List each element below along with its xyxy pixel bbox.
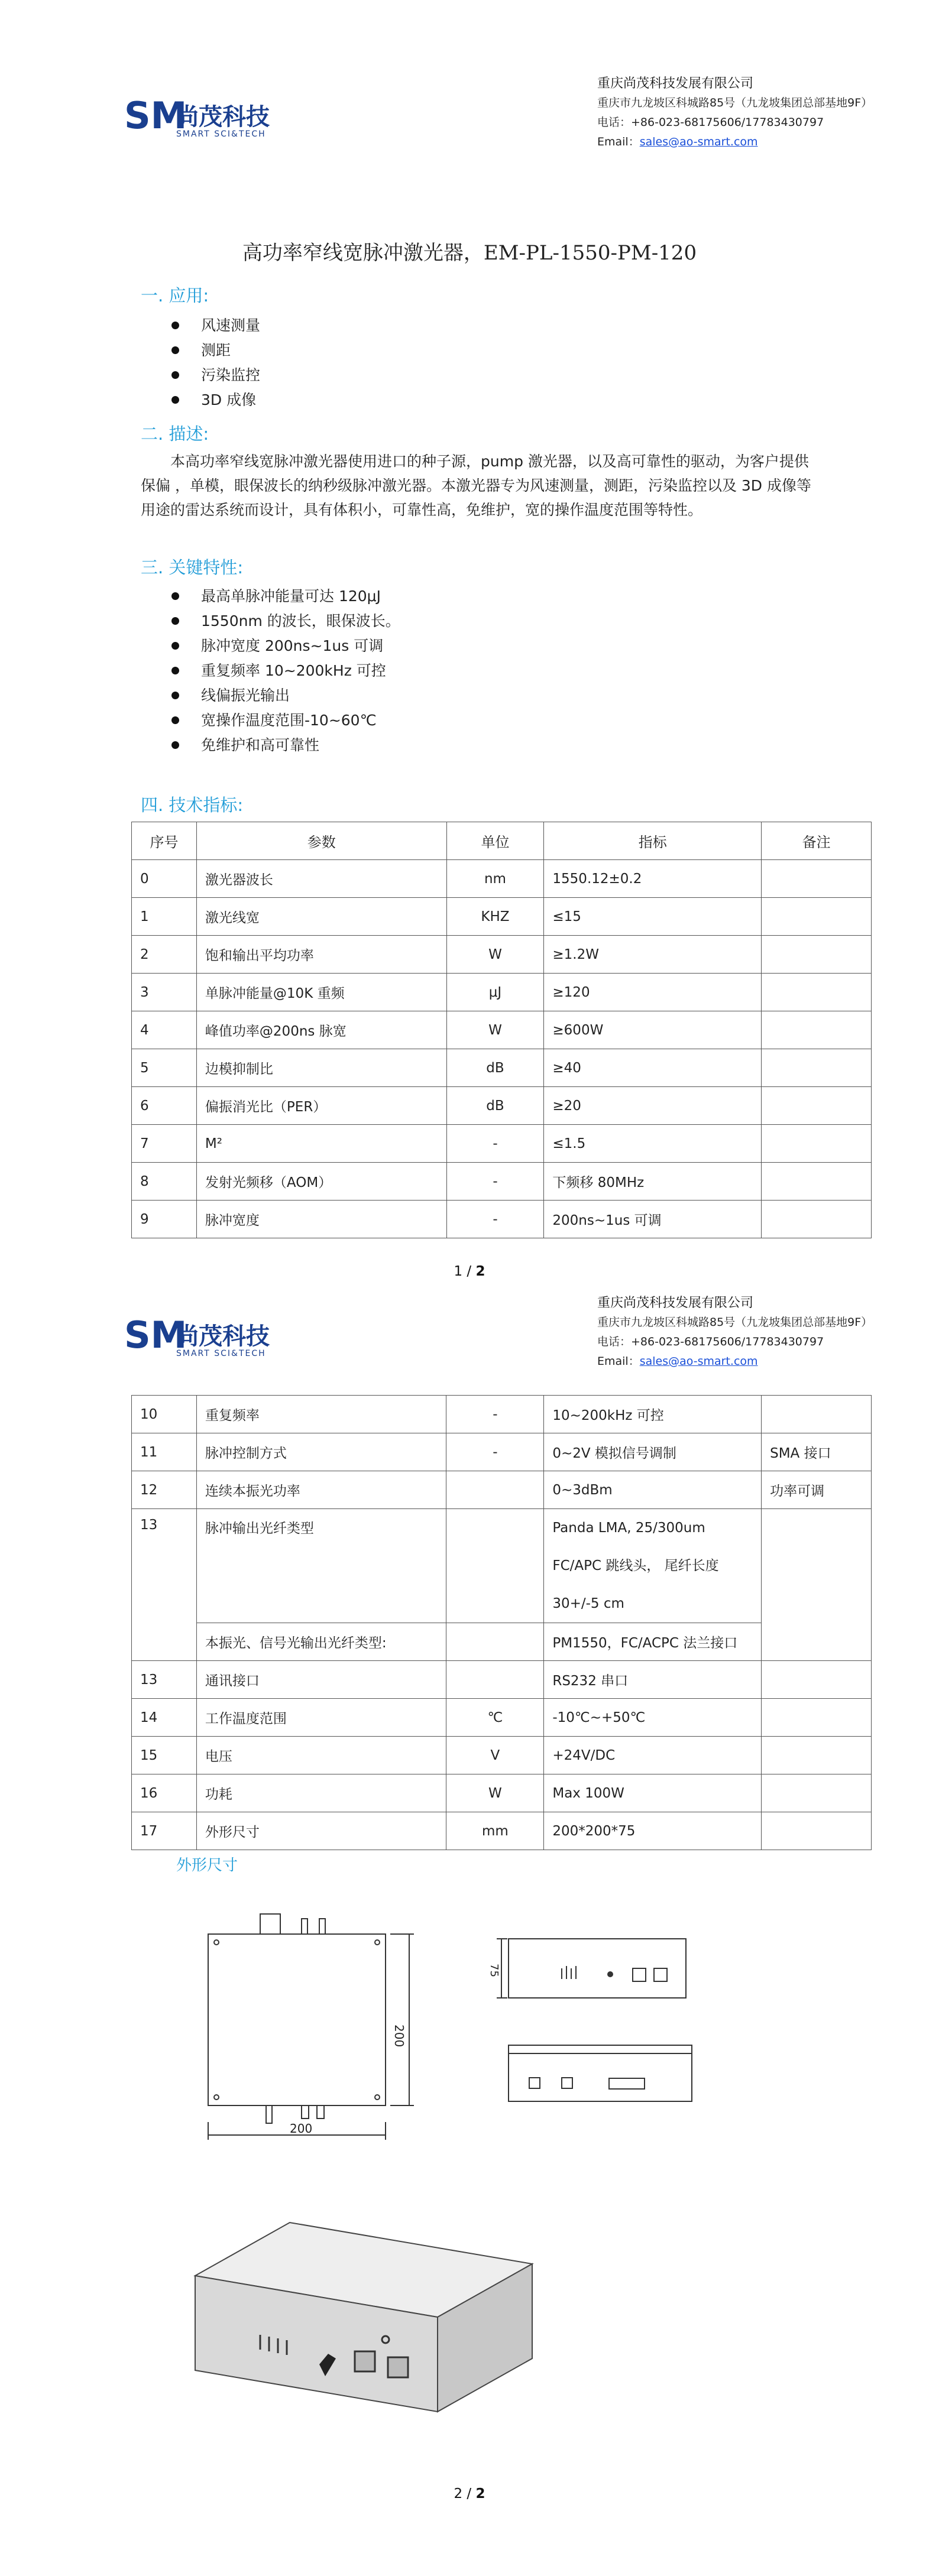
cell-indicator: RS232 串口 [544,1661,762,1699]
cell-indicator: +24V/DC [544,1737,762,1774]
cell-indicator: 200ns~1us 可调 [544,1201,762,1238]
cell-param: 发射光频移（AOM） [196,1163,446,1201]
cell-no: 15 [132,1737,197,1774]
features-list [171,584,400,758]
cell-indicator: 1550.12±0.2 [544,860,762,898]
contact-block [597,74,872,152]
dimensions-caption: 外形尺寸 [176,1857,238,1874]
table-row [132,1812,872,1850]
cell-no: 10 [132,1396,197,1433]
cell-indicator: ≤1.5 [544,1125,762,1163]
company-name: 重庆尚茂科技发展有限公司 [597,76,754,91]
cell-unit [446,1471,544,1509]
cell-indicator [544,1509,762,1623]
company-address: 重庆市九龙坡区科城路85号（九龙坡集团总部基地9F） [597,1316,873,1329]
table-row [132,1049,872,1087]
cell-indicator: ≥1.2W [544,936,762,974]
isometric-drawing [177,2199,556,2447]
table-row [132,1661,872,1699]
cell-note [762,1774,872,1812]
cell-no: 7 [132,1125,197,1163]
page-number-1: 1 / 2 [454,1264,485,1279]
cell-no: 9 [132,1201,197,1238]
cell-note [762,1087,872,1125]
table-row [132,1699,872,1737]
cell-unit [446,1509,544,1623]
applications-list [171,313,260,413]
table-row [132,1011,872,1049]
cell-indicator: ≤15 [544,898,762,936]
table-row [132,1623,872,1661]
spec-table-page1 [131,822,872,1238]
cell-note [762,1163,872,1201]
cell-unit: W [446,1774,544,1812]
cell-no: 13 [132,1509,197,1661]
cell-indicator: 0~3dBm [544,1471,762,1509]
cell-param: 峰值功率@200ns 脉宽 [196,1011,446,1049]
cell-param: 通讯接口 [196,1661,446,1699]
list-item: 最高单脉冲能量可达 120μJ [171,584,400,609]
section-features-title: 三. 关键特性: [141,557,244,578]
cell-indicator: ≥40 [544,1049,762,1087]
cell-indicator: 200*200*75 [544,1812,762,1850]
cell-param: 脉冲宽度 [196,1201,446,1238]
bottom-connector [317,2105,324,2118]
cell-unit: - [446,1396,544,1433]
cell-note: 功率可调 [762,1471,872,1509]
list-item: 3D 成像 [171,388,260,413]
list-item: 测距 [171,338,260,363]
table-row [132,1471,872,1509]
description-paragraph: 本高功率窄线宽脉冲激光器使用进口的种子源，pump 激光器，以及高可靠性的驱动，为客户提供保偏 ，单模，眼保波长的纳秒级脉冲激光器。本激光器专为风速测量，测距，污染监控以及 3D 成像等用途的雷达系统而设计，具有体积小，可靠性高，免维护，宽的操作温度范围等特性。 [141,453,812,518]
cell-param: 电压 [196,1737,446,1774]
cell-no: 2 [132,936,197,974]
cell-param: 激光线宽 [196,898,446,936]
cell-unit: - [446,1163,544,1201]
cell-param: 重复频率 [196,1396,446,1433]
cell-unit: mm [446,1812,544,1850]
cell-param: 饱和输出平均功率 [196,936,446,974]
col-header-note: 备注 [762,822,872,860]
cell-note [762,1509,872,1661]
spec-table-page2 [131,1395,872,1850]
list-item: 风速测量 [171,313,260,338]
table-row [132,1774,872,1812]
page2-header [0,1293,939,1412]
contact-block [597,1293,872,1371]
list-item: 1550nm 的波长，眼保波长。 [171,609,400,634]
cell-unit: - [446,1201,544,1238]
front-view-drawing [473,1927,710,2010]
table-header-row [132,822,872,860]
cell-no: 1 [132,898,197,936]
logo-cn: 尚茂科技 [175,1323,270,1350]
list-item: 脉冲宽度 200ns~1us 可调 [171,634,400,658]
list-item: 免维护和高可靠性 [171,733,400,758]
company-logo [124,98,302,139]
cell-note [762,1812,872,1850]
cell-unit: dB [446,1087,544,1125]
table-row [132,1737,872,1774]
email-link[interactable]: sales@ao-smart.com [639,135,758,148]
top-view-drawing [177,1903,426,2152]
cell-unit: - [446,1125,544,1163]
cell-no: 11 [132,1433,197,1471]
logo-cn: 尚茂科技 [175,103,270,131]
logo-en: SMART SCI&TECH [176,1349,266,1358]
cell-unit: - [446,1433,544,1471]
col-header-param: 参数 [196,822,446,860]
cell-param: 工作温度范围 [196,1699,446,1737]
depth-dimension: 75 [488,1964,500,1977]
height-dimension: 200 [392,2025,406,2048]
cell-note [762,1699,872,1737]
table-row [132,1201,872,1238]
section-spec-title: 四. 技术指标: [141,795,244,815]
table-row [132,1087,872,1125]
cell-no: 16 [132,1774,197,1812]
list-item: 宽操作温度范围-10~60℃ [171,708,400,733]
company-logo [124,1317,302,1358]
table-row [132,1396,872,1433]
top-view-outline [208,1934,386,2105]
cell-param: 本振光、信号光输出光纤类型: [196,1623,446,1661]
cell-indicator: 10~200kHz 可控 [544,1396,762,1433]
document-title: 高功率窄线宽脉冲激光器，EM-PL-1550-PM-120 [242,241,697,265]
list-item: 线偏振光输出 [171,683,400,708]
cell-note [762,860,872,898]
cell-param: 功耗 [196,1774,446,1812]
company-address: 重庆市九龙坡区科城路85号（九龙坡集团总部基地9F） [597,96,873,109]
cell-indicator: Max 100W [544,1774,762,1812]
company-name: 重庆尚茂科技发展有限公司 [597,1296,754,1310]
rear-view-drawing [497,2033,710,2110]
col-header-indicator: 指标 [544,822,762,860]
cell-no: 14 [132,1699,197,1737]
cell-indicator: 0~2V 模拟信号调制 [544,1433,762,1471]
cell-unit: ℃ [446,1699,544,1737]
cell-no: 8 [132,1163,197,1201]
cell-unit [446,1661,544,1699]
cell-no: 13 [132,1661,197,1699]
cell-indicator: ≥120 [544,974,762,1011]
table-row [132,936,872,974]
list-item: 重复频率 10~200kHz 可控 [171,658,400,683]
cell-no: 4 [132,1011,197,1049]
cell-param: 连续本振光功率 [196,1471,446,1509]
cell-indicator: ≥20 [544,1087,762,1125]
col-header-unit: 单位 [446,822,544,860]
cell-note [762,936,872,974]
cell-param: 边模抑制比 [196,1049,446,1087]
table-row [132,1125,872,1163]
cell-unit: dB [446,1049,544,1087]
cell-param: 外形尺寸 [196,1812,446,1850]
cell-param: 脉冲输出光纤类型 [196,1509,446,1623]
section-applications-title: 一. 应用: [141,285,209,306]
bottom-connector [302,2105,309,2118]
cell-no: 12 [132,1471,197,1509]
cell-param: 脉冲控制方式 [196,1433,446,1471]
top-connector [302,1919,307,1934]
company-email-line [597,1352,872,1371]
page-number-2: 2 / 2 [454,2486,485,2502]
cell-note [762,1011,872,1049]
bottom-connector [266,2105,272,2123]
cell-indicator: 下频移 80MHz [544,1163,762,1201]
table-row [132,860,872,898]
top-connector [260,1914,280,1934]
indicator-line: Panda LMA, 25/300um [552,1520,705,1536]
indicator-line: 30+/-5 cm [552,1596,624,1611]
cell-indicator: ≥600W [544,1011,762,1049]
logo-mark: SM [124,98,187,137]
cell-note [762,1049,872,1087]
cell-no: 0 [132,860,197,898]
table-row [132,974,872,1011]
cell-note [762,1125,872,1163]
email-label: Email： [597,1355,640,1368]
cell-unit: nm [446,860,544,898]
logo-en: SMART SCI&TECH [176,129,266,139]
company-phone: 电话：+86-023-68175606/17783430797 [597,1335,824,1348]
company-email-line [597,132,872,152]
top-connector [319,1919,325,1934]
cell-unit: V [446,1737,544,1774]
cell-no: 5 [132,1049,197,1087]
cell-unit: μJ [446,974,544,1011]
section-description-title: 二. 描述: [141,424,209,444]
col-header-no: 序号 [132,822,197,860]
cell-unit [446,1623,544,1661]
cell-unit: KHZ [446,898,544,936]
table-row [132,1509,872,1623]
cell-note [762,1396,872,1433]
page1-header [0,74,939,192]
cell-note [762,898,872,936]
cell-unit: W [446,936,544,974]
width-dimension: 200 [290,2121,313,2136]
cell-unit: W [446,1011,544,1049]
company-phone: 电话：+86-023-68175606/17783430797 [597,116,824,129]
cell-note [762,1661,872,1699]
cell-note [762,1201,872,1238]
table-row [132,1433,872,1471]
email-label: Email： [597,135,640,148]
cell-note [762,974,872,1011]
list-item: 污染监控 [171,363,260,388]
email-link[interactable]: sales@ao-smart.com [639,1355,758,1368]
cell-param: 偏振消光比（PER） [196,1087,446,1125]
cell-no: 6 [132,1087,197,1125]
table-row [132,898,872,936]
cell-indicator: PM1550，FC/ACPC 法兰接口 [544,1623,762,1661]
cell-param: 激光器波长 [196,860,446,898]
cell-no: 17 [132,1812,197,1850]
cell-param: 单脉冲能量@10K 重频 [196,974,446,1011]
table-row [132,1163,872,1201]
indicator-line: FC/APC 跳线头， 尾纤长度 [552,1558,719,1573]
logo-mark: SM [124,1317,187,1357]
cell-param: M² [196,1125,446,1163]
cell-note [762,1737,872,1774]
cell-indicator: -10℃~+50℃ [544,1699,762,1737]
cell-note: SMA 接口 [762,1433,872,1471]
cell-no: 3 [132,974,197,1011]
